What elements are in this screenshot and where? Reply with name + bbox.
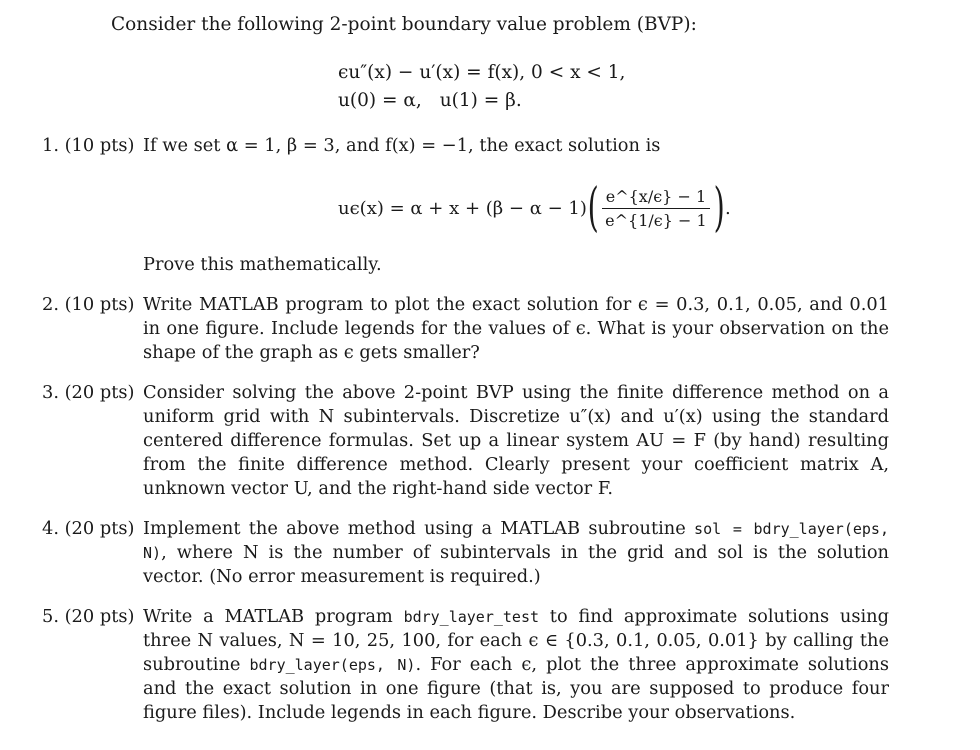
intro-text: Consider the following 2-point boundary value problem (BVP): [111,14,697,35]
problem-text-a: Write a MATLAB program [143,606,393,627]
problem-points: (10 pts) [64,135,135,156]
problem-3-label [42,381,134,405]
problem-number: 3. [42,382,59,403]
right-paren: ) [713,178,725,238]
left-paren: ( [587,178,599,238]
fraction-denominator: e^{1/ϵ} − 1 [605,210,707,230]
fraction-numerator: e^{x/ϵ} − 1 [605,186,707,206]
code-program-name: bdry_layer_test [403,608,540,626]
code-subroutine-call: bdry_layer(eps, N) [249,656,416,674]
problem-text-c: . For each ϵ, plot the three approximate solutions and the exact solution in one figure (that is, you are supposed to produce four figure files). Include legends in each figure. Describe your observations. [143,654,889,723]
formula-period: . [725,197,731,219]
bvp-equation [338,59,625,115]
problem-body [143,605,889,725]
bvp-ode: ϵu″(x) − u′(x) = f(x), 0 < x < 1, [338,62,626,83]
bvp-boundary-conditions [338,87,625,115]
problem-1-label [42,134,134,158]
exact-solution-lhs: uϵ(x) = α + x + (β − α − 1) [338,197,587,219]
exact-solution-formula [338,170,731,246]
problem-text [143,605,889,725]
problem-body [143,381,889,501]
problem-text-b: to find approximate solutions using three N values, N = 10, 25, 100, for each ϵ ∈ {0.3, 0.1, 0.05, 0.01} by calling the subroutine [143,606,889,675]
problem-number: 2. [42,294,59,315]
code-subroutine-call: sol = bdry_layer(eps, N) [143,520,889,562]
problem-points: (20 pts) [64,382,135,403]
left-boundary-condition: u(0) = α, [338,90,422,111]
problem-body [143,293,889,365]
problem-text: Consider solving the above 2-point BVP using the finite difference method on a uniform grid with N subintervals. Discretize u″(x) and u′(x) using the standard centered difference formulas. Set up a linear system AU = F (by hand) resulting from the finite difference method. Clearly present your coefficient matrix A, unknown vector U, and the right-hand side vector F. [143,382,889,499]
problem-body [143,134,889,158]
problem-number: 1. [42,135,59,156]
problem-text: Write MATLAB program to plot the exact solution for ϵ = 0.3, 0.1, 0.05, and 0.01 in one figure. Include legends for the values of ϵ. What is your observation on the shape of the graph as ϵ gets smaller? [143,294,889,363]
problem-text-b: , where N is the number of subintervals in the grid and sol is the solution vector. (No error measurement is required.) [143,542,889,587]
problem-body [143,517,889,589]
exact-solution-fraction [602,187,710,230]
problem-text: If we set α = 1, β = 3, and f(x) = −1, the exact solution is [143,135,661,156]
problem-points: (20 pts) [64,606,135,627]
problem-text-a: Implement the above method using a MATLAB subroutine [143,518,686,539]
fraction-bar [602,208,710,209]
problem-2-label [42,293,134,317]
problem-number: 4. [42,518,59,539]
problem-4-label [42,517,134,541]
problem-points: (10 pts) [64,294,135,315]
problem-points: (20 pts) [64,518,135,539]
problem-number: 5. [42,606,59,627]
problem-text [143,517,889,589]
right-boundary-condition: u(1) = β. [439,90,522,111]
problem-5-label [42,605,134,629]
prove-instruction: Prove this mathematically. [143,254,382,275]
